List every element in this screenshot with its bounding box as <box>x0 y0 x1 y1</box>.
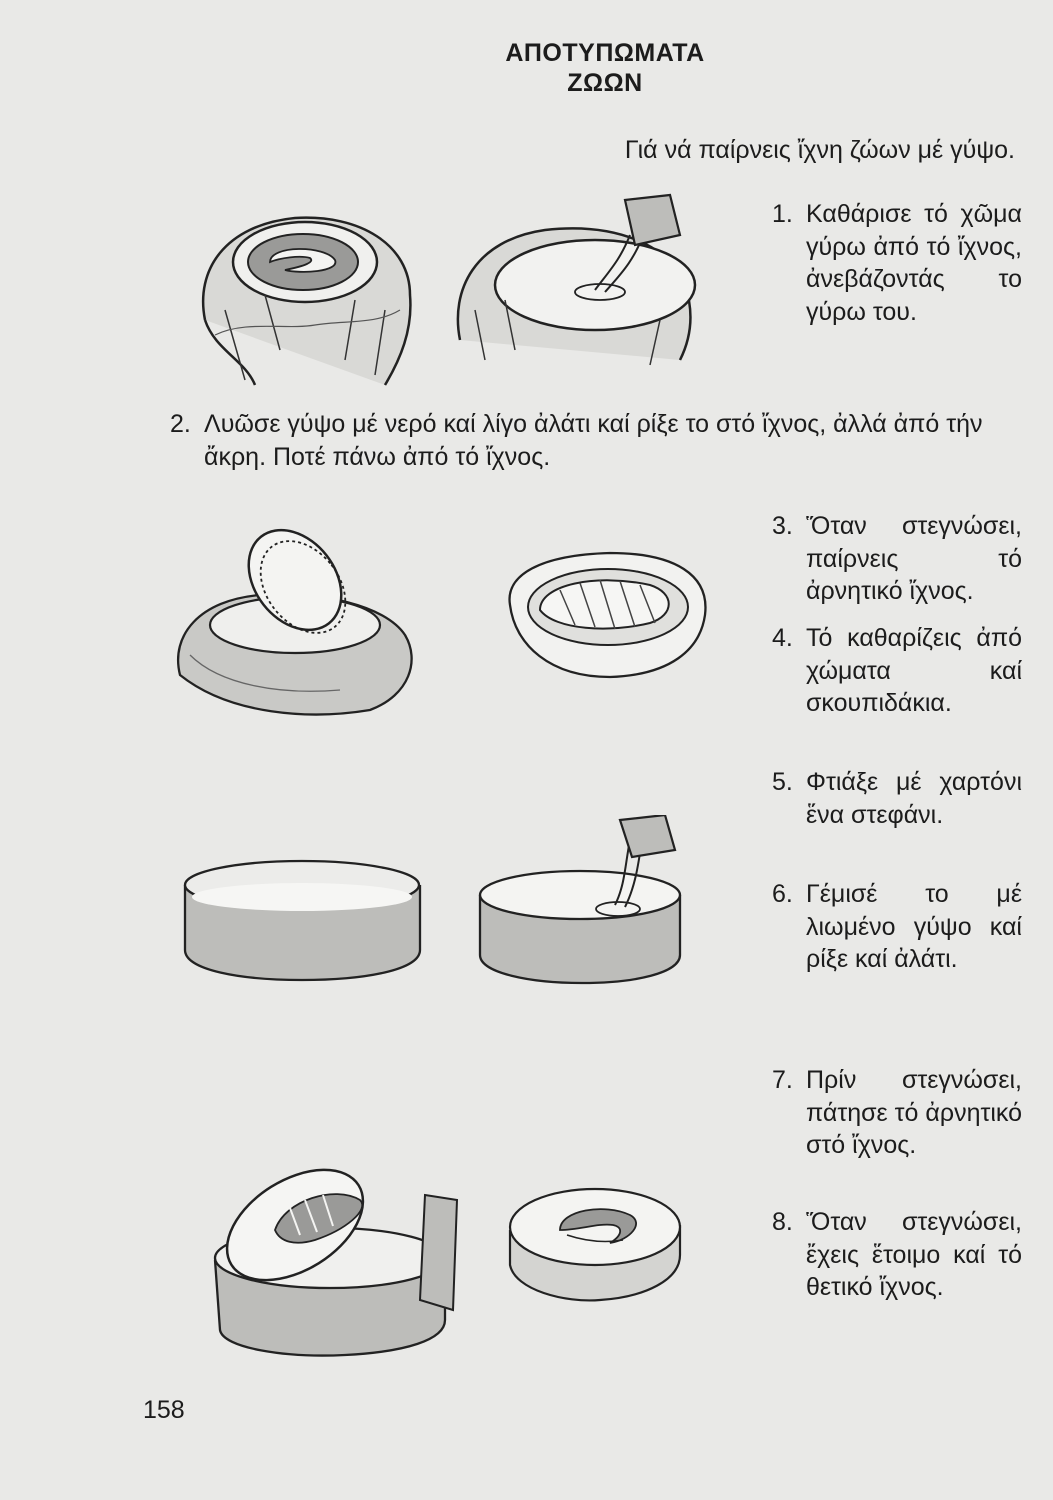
page-number: 158 <box>143 1396 185 1424</box>
step-text: Τό καθαρίζεις ἀπό χώματα καί σκουπιδάκια. <box>806 624 1022 717</box>
step-4 <box>772 622 1022 720</box>
step-number: 4. <box>772 624 793 652</box>
step-number: 3. <box>772 512 793 540</box>
step-8 <box>772 1206 1022 1304</box>
illustration-positive-cast <box>505 1185 685 1310</box>
page-title <box>480 38 730 98</box>
step-number: 2. <box>170 410 191 438</box>
step-5 <box>772 766 1022 831</box>
title-line-2: ΖΩΩΝ <box>567 69 643 97</box>
step-6 <box>772 878 1022 976</box>
illustration-cleared-track <box>185 200 430 395</box>
step-number: 5. <box>772 768 793 796</box>
step-number: 7. <box>772 1066 793 1094</box>
illustration-lifting-cast <box>170 525 440 720</box>
illustration-pouring-plaster <box>445 190 725 370</box>
title-line-1: ΑΠΟΤΥΠΩΜΑΤΑ <box>505 39 705 67</box>
illustration-pressing-cast <box>195 1160 465 1360</box>
step-number: 6. <box>772 880 793 908</box>
step-number: 8. <box>772 1208 793 1236</box>
step-text: Λυῶσε γύψο μέ νερό καί λίγο ἀλάτι καί ρίξε το στό ἴχνος, ἀλλά ἀπό τήν ἄκρη. Ποτέ πάνω ἀπό τό ἴχνος. <box>204 410 983 471</box>
step-text: Ὅταν στεγνώσει, ἔχεις ἕτοιμο καί τό θετικό ἴχνος. <box>806 1208 1022 1301</box>
step-7 <box>772 1064 1022 1162</box>
step-text: Ὅταν στεγνώσει, παίρνεις τό ἀρνητικό ἴχνος. <box>806 512 1022 605</box>
step-number: 1. <box>772 200 793 228</box>
step-text: Φτιάξε μέ χαρτόνι ἕνα στεφάνι. <box>806 768 1022 829</box>
step-3 <box>772 510 1022 608</box>
step-1 <box>772 198 1022 328</box>
step-text: Γέμισέ το μέ λιωμένο γύψο καί ρίξε καί ἀλάτι. <box>806 880 1022 973</box>
step-2 <box>170 408 1025 473</box>
intro-text: Γιά νά παίρνεις ἴχνη ζώων μέ γύψο. <box>624 136 1015 164</box>
illustration-cardboard-ring <box>180 855 425 985</box>
step-text: Πρίν στεγνώσει, πάτησε τό ἀρνητικό στό ἴχνος. <box>806 1066 1022 1159</box>
step-text: Καθάρισε τό χῶμα γύρω ἀπό τό ἴχνος, ἀνεβάζοντάς το γύρω του. <box>806 200 1022 326</box>
illustration-negative-cast <box>500 545 720 685</box>
illustration-filling-ring <box>470 815 700 990</box>
